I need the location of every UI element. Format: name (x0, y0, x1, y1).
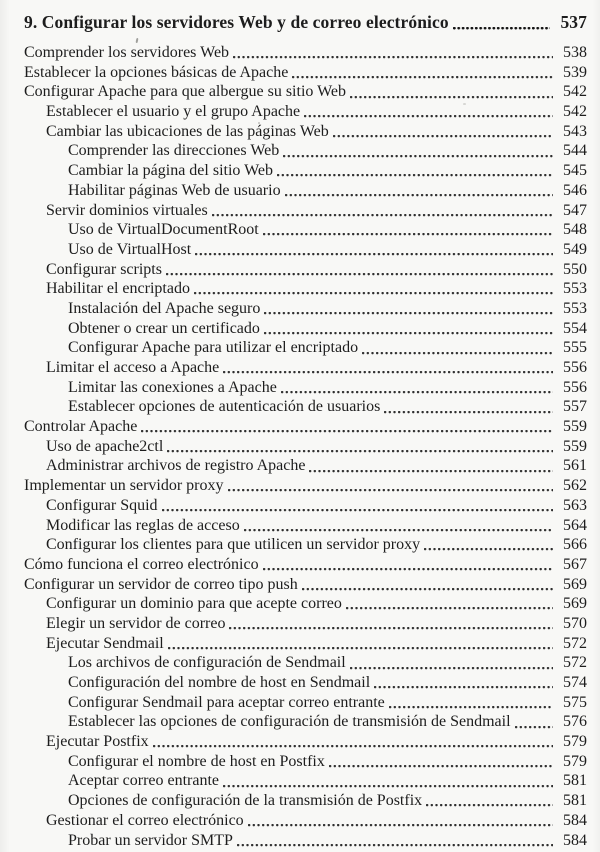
toc-entry-page: 559 (563, 437, 587, 455)
toc-entry-page: 562 (563, 477, 587, 495)
dot-leader (168, 634, 553, 654)
toc-entry (24, 456, 587, 476)
toc-entry-label: Elegir un servidor de correo (46, 614, 226, 632)
toc-entry (24, 712, 587, 732)
toc-entry-label: Implementar un servidor proxy (24, 477, 224, 495)
toc-entry (24, 63, 587, 83)
dot-leader (167, 437, 553, 457)
dot-leader (285, 181, 553, 201)
chapter-heading (24, 10, 587, 34)
dot-leader (166, 260, 553, 280)
dot-leader (426, 791, 553, 811)
toc-entry-label: Establecer la opciones básicas de Apache (24, 63, 289, 81)
toc-entry-page: 557 (563, 398, 587, 416)
toc-entry (24, 220, 587, 240)
dot-leader (141, 417, 553, 437)
toc-entry-page: 566 (563, 536, 587, 554)
toc-entry-page: 561 (563, 457, 587, 475)
toc-entry-page: 581 (563, 792, 587, 810)
toc-entry (24, 653, 587, 673)
toc-entry-page: 575 (563, 693, 587, 711)
dot-leader (292, 63, 553, 83)
toc-entry-page: 567 (563, 555, 587, 573)
dot-leader (229, 614, 553, 634)
dot-leader (350, 82, 553, 102)
toc-entry (24, 594, 587, 614)
dot-leader (233, 43, 553, 63)
toc-entry-label: Limitar las conexiones a Apache (68, 378, 277, 396)
toc-entry-label: Configurar Squid (46, 496, 158, 514)
dot-leader (309, 456, 553, 476)
toc-entry-page: 584 (563, 811, 587, 829)
toc-entry-label: Configurar el nombre de host en Postfix (68, 752, 325, 770)
dot-leader (264, 299, 553, 319)
toc-entry-label: Configurar un servidor de correo tipo push (24, 575, 298, 593)
toc-entry-page: 574 (563, 674, 587, 691)
dot-leader (223, 358, 553, 378)
toc-entry (24, 397, 587, 417)
toc-entry-label: Uso de apache2ctl (46, 437, 164, 455)
toc-entry (24, 201, 587, 221)
toc-entry-page: 569 (563, 595, 587, 613)
toc-entry-label: Ejecutar Sendmail (46, 634, 164, 652)
toc-entry-label: Comprender los servidores Web (24, 44, 230, 61)
dot-leader (281, 378, 553, 398)
toc-entry-page: 542 (563, 103, 587, 121)
dot-leader (223, 771, 553, 791)
toc-entry (24, 496, 587, 516)
toc-entry-label: Ejecutar Postfix (46, 733, 149, 751)
toc-entry-label: Configurar scripts (46, 260, 162, 278)
dot-leader (515, 712, 553, 732)
dot-leader (346, 594, 553, 614)
toc-entry (24, 634, 587, 654)
toc-entry (24, 43, 587, 63)
toc-entry-page: 549 (563, 240, 587, 258)
dot-leader (389, 693, 553, 713)
toc-entry-page: 572 (563, 654, 587, 672)
toc-entry-page: 563 (563, 496, 587, 514)
toc-entry (24, 417, 587, 437)
toc-entry-page: 553 (563, 299, 587, 317)
toc-entry (24, 811, 587, 831)
toc-list (24, 43, 587, 850)
toc-entry-label: Establecer el usuario y el grupo Apache (46, 103, 301, 121)
toc-entry (24, 732, 587, 752)
dot-leader (248, 811, 553, 831)
toc-entry-label: Configurar los clientes para que utilicen un servidor proxy (46, 536, 421, 554)
toc-entry-label: Obtener o crear un certificado (68, 319, 260, 337)
chapter-title: 9. Configurar los servidores Web y de correo electrónico (24, 12, 449, 32)
toc-entry-label: Cambiar la página del sitio Web (68, 162, 274, 180)
dot-leader (424, 535, 553, 555)
toc-entry-label: Instalación del Apache seguro (68, 299, 261, 317)
dot-leader (283, 141, 553, 161)
dot-leader (277, 161, 553, 181)
scan-speck (258, 122, 260, 124)
toc-entry-page: 548 (563, 221, 587, 239)
toc-entry-label: Administrar archivos de registro Apache (46, 457, 306, 475)
toc-entry (24, 240, 587, 260)
dot-leader (453, 10, 550, 34)
toc-entry-page: 584 (563, 831, 587, 849)
toc-entry (24, 319, 587, 339)
toc-entry-page: 556 (563, 359, 587, 376)
toc-entry (24, 102, 587, 122)
toc-entry (24, 693, 587, 713)
toc-entry-page: 554 (563, 319, 587, 337)
dot-leader (194, 279, 553, 299)
dot-leader (384, 397, 553, 417)
dot-leader (350, 653, 553, 673)
toc-entry-page: 547 (563, 201, 587, 219)
toc-entry-label: Configurar Apache para utilizar el encriptado (68, 339, 359, 357)
toc-entry (24, 831, 587, 851)
toc-entry-label: Uso de VirtualHost (68, 240, 192, 258)
toc-entry-label: Comprender las direcciones Web (68, 142, 280, 160)
toc-entry (24, 338, 587, 358)
toc-entry-label: Probar un servidor SMTP (68, 831, 233, 849)
toc-entry-label: Limitar el acceso a Apache (46, 359, 220, 376)
toc-entry (24, 161, 587, 181)
toc-entry-page: 576 (563, 713, 587, 731)
toc-entry-page: 542 (563, 83, 587, 101)
toc-entry (24, 141, 587, 161)
toc-entry (24, 476, 587, 496)
toc-entry-page: 550 (563, 260, 587, 278)
toc-entry-page: 581 (563, 772, 587, 790)
toc-entry-page: 553 (563, 280, 587, 298)
scan-speck (463, 103, 466, 105)
toc-entry-page: 545 (563, 162, 587, 180)
toc-entry-label: Gestionar el correo electrónico (46, 811, 244, 829)
toc-entry-label: Los archivos de configuración de Sendmail (68, 654, 346, 672)
toc-entry-label: Configurar Sendmail para aceptar correo entrante (68, 693, 385, 711)
toc-entry-label: Uso de VirtualDocumentRoot (68, 221, 259, 239)
dot-leader (237, 831, 553, 851)
toc-entry-page: 544 (563, 142, 587, 160)
toc-entry-page: 572 (563, 634, 587, 652)
dot-leader (228, 476, 554, 496)
dot-leader (244, 516, 553, 536)
toc-entry-label: Controlar Apache (24, 418, 138, 436)
toc-entry (24, 752, 587, 772)
toc-entry-page: 570 (563, 614, 587, 632)
toc-entry-label: Establecer opciones de autenticación de usuarios (68, 398, 381, 416)
toc-entry-page: 579 (563, 752, 587, 770)
toc-entry (24, 181, 587, 201)
toc-entry (24, 575, 587, 595)
dot-leader (195, 240, 553, 260)
dot-leader (333, 122, 553, 142)
toc-entry (24, 437, 587, 457)
toc-entry-label: Habilitar páginas Web de usuario (68, 181, 281, 199)
dot-leader (329, 752, 553, 772)
dot-leader (374, 673, 553, 693)
toc-entry-label: Habilitar el encriptado (46, 280, 190, 298)
toc-entry (24, 378, 587, 398)
toc-entry-page: 543 (563, 122, 587, 140)
toc-entry (24, 673, 587, 693)
toc-entry-label: Configuración del nombre de host en Sendmail (68, 674, 371, 691)
toc-entry-page: 538 (563, 44, 587, 61)
toc-entry (24, 535, 587, 555)
dot-leader (264, 319, 553, 339)
toc-entry-page: 555 (563, 339, 587, 357)
toc-entry-label: Cómo funciona el correo electrónico (24, 555, 259, 573)
chapter-page-number: 537 (560, 12, 587, 32)
toc-entry-page: 569 (563, 575, 587, 593)
toc-entry (24, 122, 587, 142)
dot-leader (304, 102, 553, 122)
toc-entry-page: 579 (563, 733, 587, 751)
toc-entry (24, 299, 587, 319)
toc-entry-label: Modificar las reglas de acceso (46, 516, 240, 534)
toc-entry (24, 771, 587, 791)
toc-entry (24, 279, 587, 299)
toc-entry (24, 791, 587, 811)
toc-entry (24, 516, 587, 536)
toc-entry (24, 614, 587, 634)
toc-entry-page: 564 (563, 516, 587, 534)
dot-leader (162, 496, 553, 516)
dot-leader (263, 555, 553, 575)
toc-entry (24, 260, 587, 280)
toc-entry (24, 358, 587, 378)
dot-leader (263, 220, 553, 240)
toc-entry-label: Servir dominios virtuales (46, 201, 208, 219)
dot-leader (153, 732, 553, 752)
toc-entry-page: 546 (563, 181, 587, 199)
dot-leader (302, 575, 553, 595)
toc-entry-page: 559 (563, 418, 587, 436)
toc-entry (24, 82, 587, 102)
toc-entry-label: Configurar Apache para que albergue su sitio Web (24, 83, 347, 101)
toc-entry-label: Opciones de configuración de la transmisión de Postfix (68, 792, 423, 810)
toc-entry-page: 556 (563, 378, 587, 396)
toc-entry-label: Configurar un dominio para que acepte correo (46, 595, 342, 613)
toc-entry (24, 555, 587, 575)
toc-entry-label: Cambiar las ubicaciones de las páginas Web (46, 122, 329, 140)
toc-entry-label: Aceptar correo entrante (68, 772, 220, 790)
toc-entry-page: 539 (563, 63, 587, 81)
dot-leader (362, 338, 553, 358)
toc-entry-label: Establecer las opciones de configuración de transmisión de Sendmail (68, 713, 511, 731)
dot-leader (212, 201, 553, 221)
